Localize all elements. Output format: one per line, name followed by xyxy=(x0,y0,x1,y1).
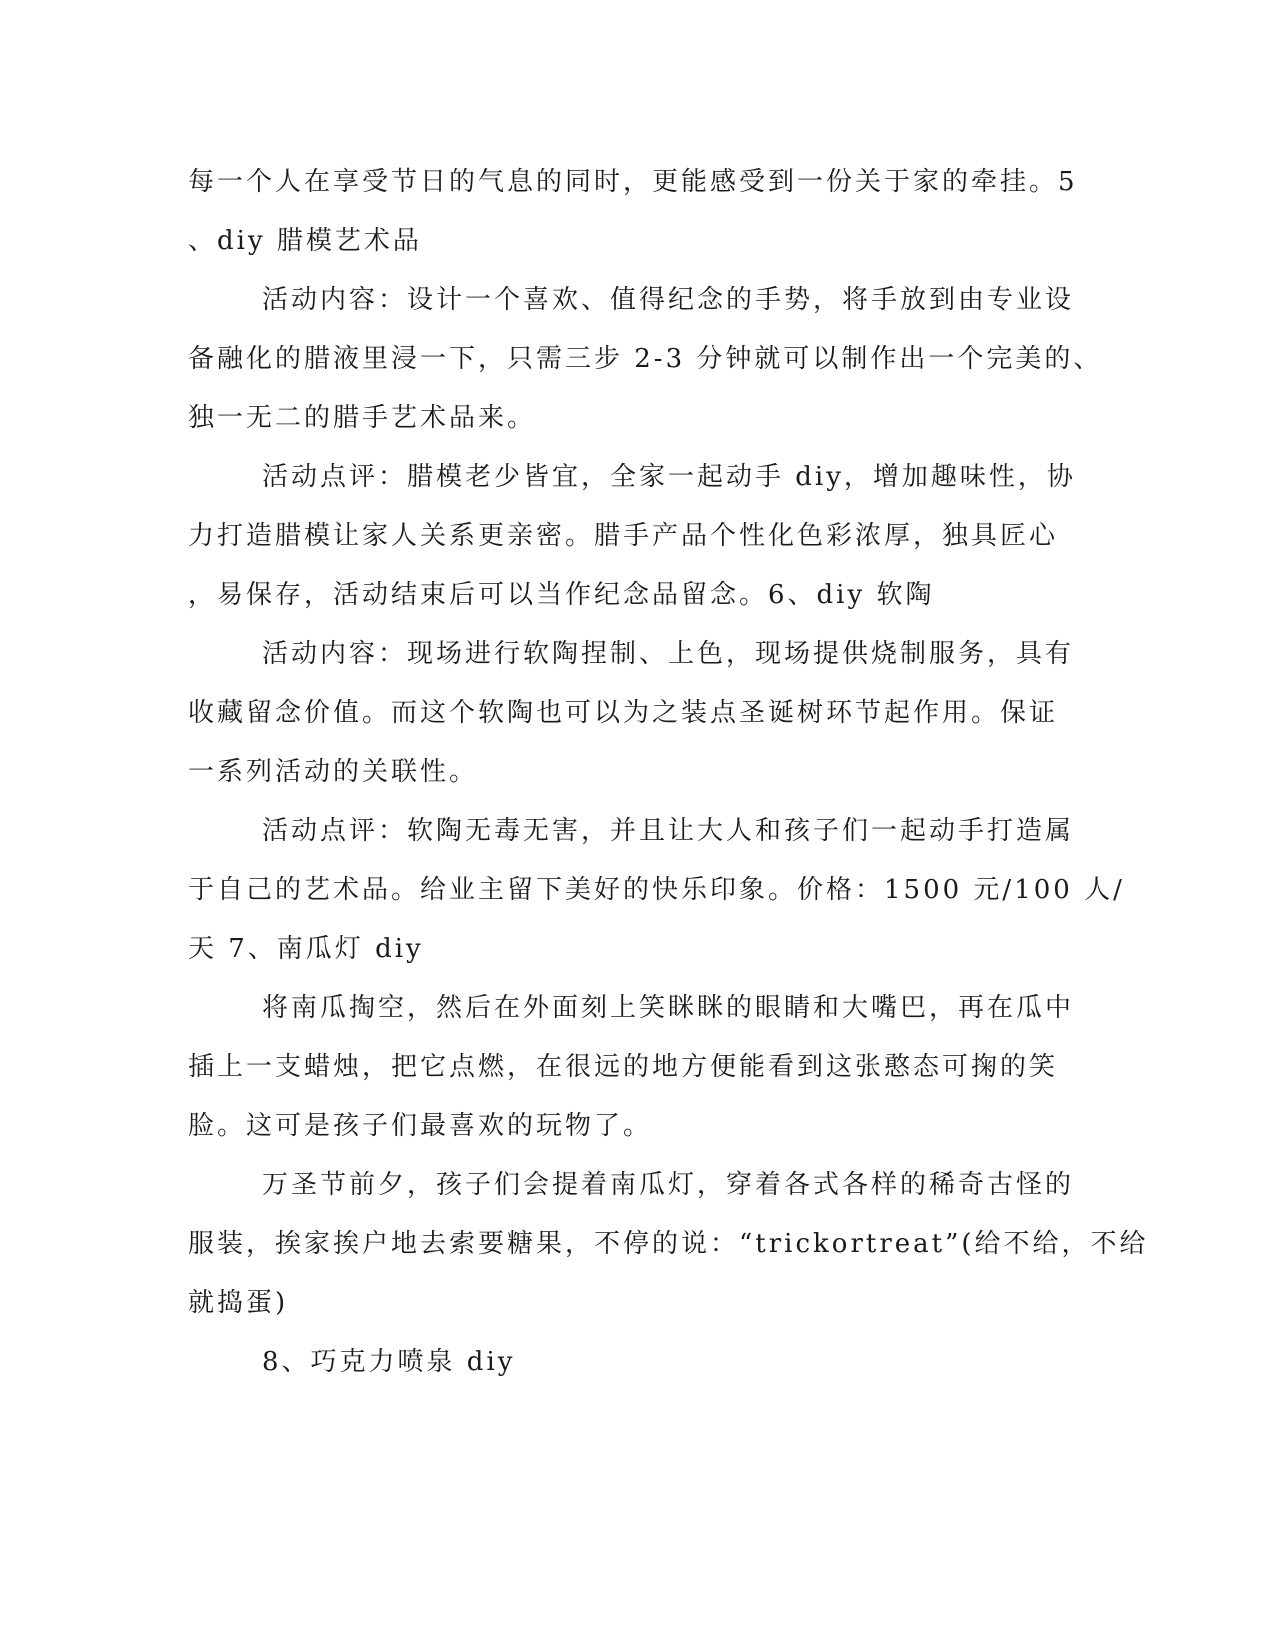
text-line: 于自己的艺术品。给业主留下美好的快乐印象。价格：1500 元/100 人/ xyxy=(188,875,1125,905)
text-line: 脸。这可是孩子们最喜欢的玩物了。 xyxy=(188,1111,653,1141)
text-line: 将南瓜掏空，然后在外面刻上笑眯眯的眼睛和大嘴巴，再在瓜中 xyxy=(262,993,1075,1023)
text-line: 活动点评：软陶无毒无害，并且让大人和孩子们一起动手打造属 xyxy=(262,816,1075,846)
text-line: 就捣蛋) xyxy=(188,1288,289,1318)
text-line: 力打造腊模让家人关系更亲密。腊手产品个性化色彩浓厚，独具匠心 xyxy=(188,521,1059,551)
text-line: 每一个人在享受节日的气息的同时，更能感受到一份关于家的牵挂。5 xyxy=(188,167,1078,197)
text-line: 一系列活动的关联性。 xyxy=(188,757,479,787)
text-line: 8、巧克力喷泉 diy xyxy=(262,1347,516,1377)
text-line: 活动内容：设计一个喜欢、值得纪念的手势，将手放到由专业设 xyxy=(262,285,1075,315)
text-line: 收藏留念价值。而这个软陶也可以为之装点圣诞树环节起作用。保证 xyxy=(188,698,1059,728)
text-line: 独一无二的腊手艺术品来。 xyxy=(188,403,537,433)
text-line: 、diy 腊模艺术品 xyxy=(188,226,422,256)
text-line: 活动内容：现场进行软陶捏制、上色，现场提供烧制服务，具有 xyxy=(262,639,1075,669)
text-line: 天 7、南瓜灯 diy xyxy=(188,934,424,964)
text-line: ，易保存，活动结束后可以当作纪念品留念。6、diy 软陶 xyxy=(188,580,935,610)
text-line: 服装，挨家挨户地去索要糖果，不停的说：“trickortreat”(给不给，不给 xyxy=(188,1229,1149,1259)
text-line: 插上一支蜡烛，把它点燃，在很远的地方便能看到这张憨态可掬的笑 xyxy=(188,1052,1059,1082)
text-line: 万圣节前夕，孩子们会提着南瓜灯，穿着各式各样的稀奇古怪的 xyxy=(262,1170,1075,1200)
text-line: 活动点评：腊模老少皆宜，全家一起动手 diy，增加趣味性，协 xyxy=(262,462,1076,492)
text-line: 备融化的腊液里浸一下，只需三步 2-3 分钟就可以制作出一个完美的、 xyxy=(188,344,1103,374)
